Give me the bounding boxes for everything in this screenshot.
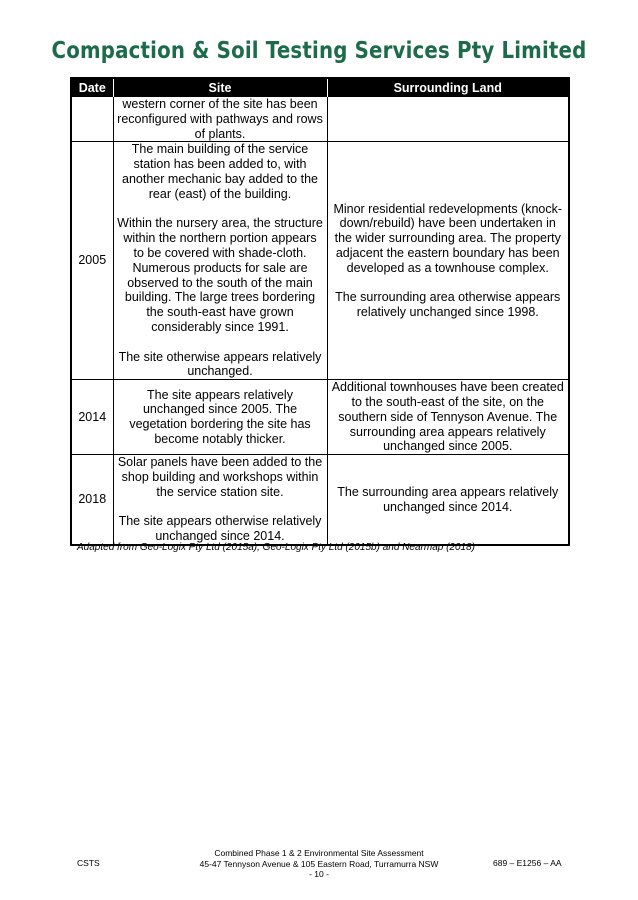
date-cell [71, 97, 113, 142]
table-row [71, 97, 569, 142]
footer-report-number: 689 – E1256 – AA [493, 858, 562, 868]
land-cell [327, 142, 569, 380]
table-row [71, 455, 569, 546]
table-header-row [71, 78, 569, 97]
footer-address: 45-47 Tennyson Avenue & 105 Eastern Road, Turramurra NSW [199, 858, 439, 869]
column-header-site: Site [113, 78, 327, 97]
site-cell [113, 142, 327, 380]
table-row [71, 142, 569, 380]
site-cell [113, 97, 327, 142]
date-cell: 2005 [71, 142, 113, 380]
footer-report-title: Combined Phase 1 & 2 Environmental Site Assessment [214, 848, 424, 858]
land-text: The surrounding area otherwise appears relatively unchanged since 1998. [335, 290, 561, 320]
land-text: Additional townhouses have been created to the south-east of the site, on the southern side of Tennyson Avenue. The surrounding area appears relatively unchanged since 2005. [331, 380, 564, 454]
table-caption: Adapted from Geo-Logix Pty Ltd (2015a), Geo-Logix Pty Ltd (2015b) and Nearmap (2018) [77, 542, 476, 553]
column-header-surrounding-land: Surrounding Land [327, 78, 569, 97]
land-text: The surrounding area appears relatively unchanged since 2014. [337, 484, 559, 514]
site-text: Solar panels have been added to the shop building and workshops within the service station site. [117, 455, 323, 499]
land-cell [327, 455, 569, 546]
column-header-date: Date [71, 78, 113, 97]
site-text: The site appears otherwise relatively unchanged since 2014. [118, 514, 322, 544]
site-text: Within the nursery area, the structure within the northern portion appears to be covered with shade-cloth. Numerous products for sale are observed to the south of the main building. The large trees bordering the south-east have grown considerably since 1991. [117, 216, 323, 334]
footer-company: CSTS [77, 858, 100, 868]
page-title: Compaction & Soil Testing Services Pty Limited [51, 38, 587, 64]
page-number: - 10 - [309, 869, 329, 879]
land-text: Minor residential redevelopments (knock-down/rebuild) have been undertaken in the wider surrounding area. The property adjacent the eastern boundary has been developed as a townhouse complex. [333, 201, 563, 275]
date-cell: 2014 [71, 380, 113, 455]
site-history-table [70, 77, 570, 546]
land-cell [327, 380, 569, 455]
site-text: The main building of the service station has been added to, with another mechanic bay added to the rear (east) of the building. [122, 142, 318, 201]
site-cell [113, 380, 327, 455]
site-text: western corner of the site has been reconfigured with pathways and rows of plants. [117, 97, 323, 141]
land-cell [327, 97, 569, 142]
site-text: The site otherwise appears relatively unchanged. [118, 349, 322, 379]
date-cell: 2018 [71, 455, 113, 546]
site-text: The site appears relatively unchanged since 2005. The vegetation bordering the site has become notably thicker. [129, 387, 311, 446]
table-row [71, 380, 569, 455]
site-cell [113, 455, 327, 546]
